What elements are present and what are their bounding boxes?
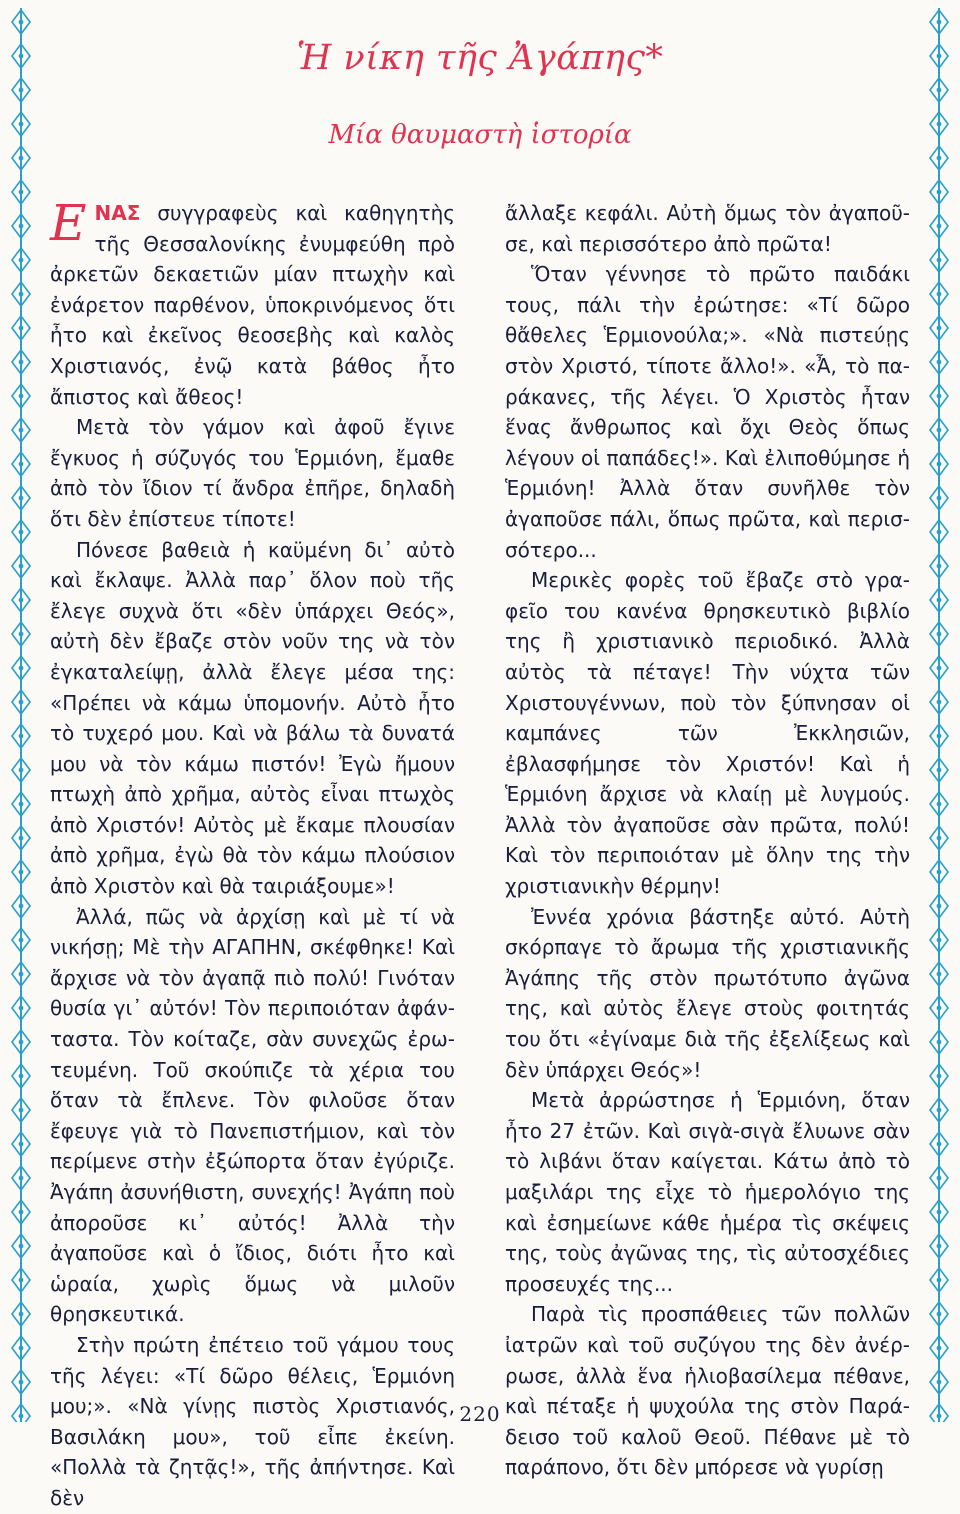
page-title: Ἡ νίκη τῆς Ἀγάπης* — [296, 38, 664, 78]
paragraph: Παρὰ τὶς προσπάθειες τῶν πολλῶν ἰατρῶν καὶ τοῦ συζύγου της δὲν ἀνέρρωσε, ἀλλὰ ἕνα ἡλιοβασίλεμα πέθανε, καὶ πέταξε ἡ ψυχούλα της στὸν Παράδεισο τοῦ καλοῦ Θεοῦ. Πέθανε μὲ τὸ παράπονο, ὅτι δὲν μπόρεσε νὰ γυρίσῃ — [505, 1302, 910, 1480]
paragraph: Ἀλλά, πῶς νὰ ἀρχίσῃ καὶ μὲ τί νὰ νικήσῃ; Μὲ τὴν ΑΓΑΠΗΝ, σκέφθηκε! Καὶ ἄρχισε νὰ τὸν ἀγαπᾷ πιὸ πολύ! Γινόταν θυσία γι᾽ αὐτόν! Τὸν περιποιόταν ἀφάνταστα. Τὸν κοίταζε, σὰν συνεχῶς ἐρωτευμένη. Τοῦ σκούπιζε τὰ χέρια του ὅταν τὰ ἔπλενε. Τὸν φιλοῦσε ὅταν ἔφευγε γιὰ τὸ Πανεπιστήμιον, καὶ τὸν περίμενε στὴν ἐξώπορτα ὅταν ἐγύριζε. Ἀγάπη ἀσυνήθιστη, συνεχής! Ἀγάπη ποὺ ἀποροῦσε κι᾽ αὐτός! Ἀλλὰ τὴν ἀγαποῦσε καὶ ὁ ἴδιος, διότι ἦτο καὶ ὡραία, χωρὶς ὅμως νὰ μιλοῦν θρησκευτικά. — [50, 904, 455, 1327]
decorative-border-left — [8, 8, 34, 1422]
paragraph: ἄλλαξε κεφάλι. Αὐτὴ ὅμως τὸν ἀγαποῦσε, καὶ περισσότερο ἀπὸ πρῶτα! — [505, 201, 910, 256]
ornament-border-icon — [926, 8, 952, 1422]
paragraph: Ἐννέα χρόνια βάστηξε αὐτό. Αὐτὴ σκόρπαγε τὸ ἄρωμα τῆς χριστιανικῆς Ἀγάπης τῆς στὸν πρωτότυπο ἀγῶνα της, καὶ αὐτὸς ἔλεγε στοὺς φοιτητάς του ὅτι «ἐγίναμε διὰ τῆς ἐξελίξεως καὶ δὲν ὑπάρχει Θεός»! — [505, 904, 910, 1082]
left-column — [50, 194, 455, 1514]
right-column — [505, 198, 910, 1483]
drop-cap: Ε — [50, 194, 87, 252]
page-subtitle: Μία θαυμαστὴ ἱστορία — [328, 120, 632, 150]
ornament-border-icon — [8, 8, 34, 1422]
paragraph: Μετὰ τὸν γάμον καὶ ἀφοῦ ἔγινε ἔγκυος ἡ σύζυγός του Ἑρμιόνη, ἔμαθε ἀπὸ τὸν ἴδιον τί ἄνδρα ἐπῆρε, δηλαδὴ ὅτι δὲν ἐπίστευε τίποτε! — [50, 415, 455, 531]
paragraph — [50, 194, 455, 412]
paragraph: Στὴν πρώτη ἐπέτειο τοῦ γάμου τους τῆς λέγει: «Τί δῶρο θέλεις, Ἑρμιόνη μου;». «Νὰ γίνῃς πιστὸς Χριστιανός, Βασιλάκη μου», τοῦ εἶπε ἐκείνη. «Πολλὰ τὰ ζητᾷς!», τῆς ἀπήντησε. Καὶ δὲν — [50, 1332, 455, 1510]
paragraph: Μετὰ ἀρρώστησε ἡ Ἑρμιόνη, ὅταν ἦτο 27 ἐτῶν. Καὶ σιγὰ-σιγὰ ἔλυωνε σὰν τὸ λιβάνι ὅταν καίγεται. Κάτω ἀπὸ τὸ μαξιλάρι της εἶχε τὸ ἡμερολόγιο της καὶ ἐσημείωνε κάθε ἡμέρα τὶς σκέψεις της, τοὺς ἀγῶνας της, τὶς αὐτοσχέδιες προσευχές της... — [505, 1088, 910, 1296]
paragraph: Πόνεσε βαθειὰ ἡ καϋμένη δι᾽ αὐτὸ καὶ ἔκλαψε. Ἀλλὰ παρ᾽ ὅλον ποὺ τῆς ἔλεγε συχνὰ ὅτι «δὲν ὑπάρχει Θεός», αὐτὴ δὲν ἔβαζε στὸν νοῦν της νὰ τὸν ἐγκαταλείψῃ, ἀλλὰ ἔλεγε μέσα της: «Πρέπει νὰ κάμω ὑπομονήν. Αὐτὸ ἦτο τὸ τυχερό μου. Καὶ νὰ βάλω τὰ δυνατά μου νὰ τὸν κάμω πιστόν! Ἐγὼ ἤμουν πτωχὴ ἀπὸ χρῆμα, αὐτὸς εἶναι πτωχὸς ἀπὸ Χριστόν! Αὐτὸς μὲ ἔκαμε πλουσίαν ἀπὸ χρῆμα, ἐγὼ θὰ τὸν κάμω πλούσιον ἀπὸ Χριστὸν καὶ θὰ ταιριάξουμε»! — [50, 537, 455, 899]
paragraph: Μερικὲς φορὲς τοῦ ἔβαζε στὸ γραφεῖο του κανένα θρησκευτικὸ βιβλίο της ἢ χριστιανικὸ περιοδικό. Ἀλλὰ αὐτὸς τὰ πέταγε! Τὴν νύχτα τῶν Χριστουγέννων, ποὺ τὸν ξύπνησαν οἱ καμπάνες τῶν Ἐκκλησιῶν, ἐβλασφήμησε τὸν Χριστόν! Καὶ ἡ Ἑρμιόνη ἄρχισε νὰ κλαίῃ μὲ λυγμούς. Ἀλλὰ τὸν ἀγαποῦσε σὰν πρῶτα, πολύ! Καὶ τὸν περιποιόταν μὲ ὅλην της τὴν χριστιανικὴν θέρμην! — [505, 568, 910, 899]
decorative-border-right — [926, 8, 952, 1422]
lead-word: ΝΑΣ — [94, 201, 141, 225]
paragraph: Ὅταν γέννησε τὸ πρῶτο παιδάκι τους, πάλι τὴν ἐρώτησε: «Τί δῶρο θἄθελες Ἑρμιονούλα;». «Νὰ πιστεύῃς στὸν Χριστό, τίποτε ἄλλο!». «Ἆ, τὸ παράκανες, τῆς λέγει. Ὁ Χριστὸς ἦταν ἕνας ἄνθρωπος καὶ ὄχι Θεὸς ὅπως λέγουν οἱ παπάδες!». Καὶ ἐλιποθύμησε ἡ Ἑρμιόνη! Ἀλλὰ ὅταν συνῆλθε τὸν ἀγαποῦσε πάλι, ὅπως πρῶτα, καὶ περισσότερο... — [505, 262, 910, 562]
paragraph-text: συγγραφεὺς καὶ καθηγητὴς τῆς Θεσσαλονίκης ἐνυμφεύθη πρὸ ἀρκετῶν δεκαετιῶν μίαν πτωχὴν καὶ ἐνάρετον παρθένον, ὑποκρινόμενος ὅτι ἦτο καὶ ἐκεῖνος θεοσεβὴς καὶ καλὸς Χριστιανός, ἐνῷ κατὰ βάθος ἦτο ἄπιστος καὶ ἄθεος! — [50, 201, 455, 409]
page-number: 220 — [459, 1402, 501, 1426]
